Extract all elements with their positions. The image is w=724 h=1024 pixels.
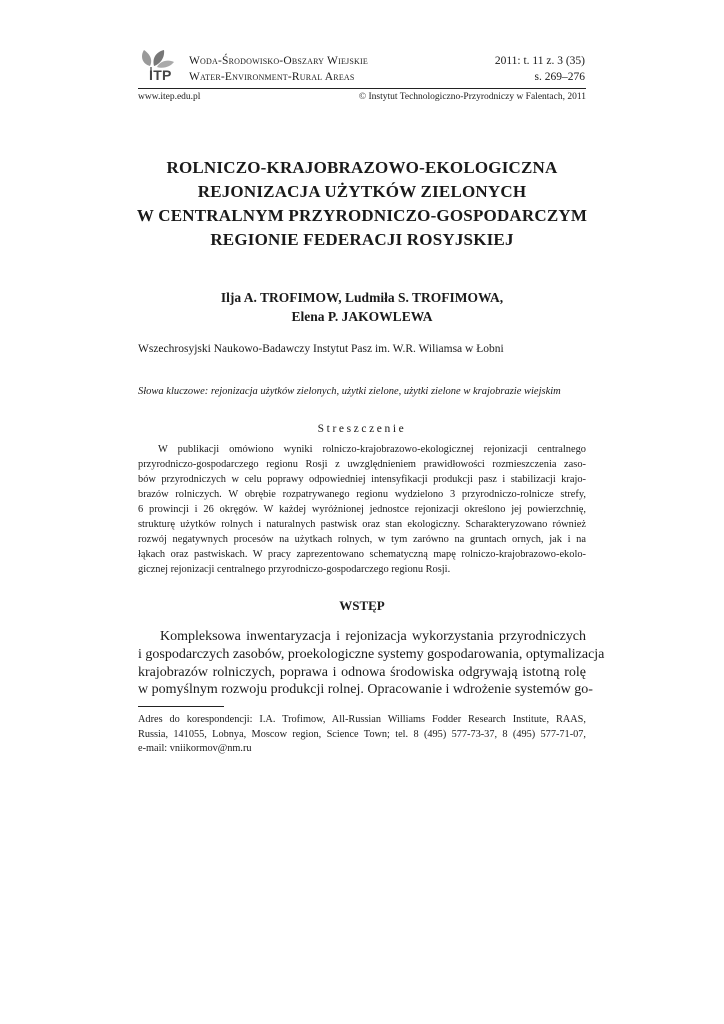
abstract-line: bów przyrodniczych w celu poprawy odpowiedniej intensyfikacji produkcji pasz i stabilizacji krajo- xyxy=(138,473,586,485)
footnote-line: e-mail: vniikormov@nm.ru xyxy=(138,743,252,754)
footnote-line: Adres do korespondencji: I.A. Trofimow, All-Russian Williams Fodder Research Institute, RAAS, xyxy=(138,714,586,725)
header-divider xyxy=(138,88,586,89)
logo-text: ITP xyxy=(149,67,172,83)
abstract-body xyxy=(138,443,586,578)
authors xyxy=(120,288,604,326)
title-line: REJONIZACJA UŻYTKÓW ZIELONYCH xyxy=(197,182,527,201)
body-line: krajobrazów rolniczych, poprawa i odnowa środowiska odgrywają istotną rolę xyxy=(138,664,586,680)
abstract-line: łąkach oraz pastwiskach. W pracy zaprezentowano schematyczną mapę rolniczo-krajobrazowo-ekolo- xyxy=(138,548,586,560)
title-line: ROLNICZO-KRAJOBRAZOWO-EKOLOGICZNA xyxy=(166,158,558,177)
body-line: w pomyślnym rozwoju produkcji rolnej. Opracowanie i wdrożenie systemów go- xyxy=(138,682,593,698)
affiliation: Wszechrosyjski Naukowo-Badawczy Instytut Pasz im. W.R. Wiliamsa w Łobni xyxy=(138,343,504,355)
abstract-line: brazów rolniczych. W obrębie rozpatrywanego regionu wydzielono 3 przyrodniczo-rolnicze strefy, xyxy=(138,488,586,500)
keywords: Słowa kluczowe: rejonizacja użytków zielonych, użytki zielone, użytki zielone w krajobrazie wiejskim xyxy=(138,386,561,397)
body-line: Kompleksowa inwentaryzacja i rejonizacja wykorzystania przyrodniczych xyxy=(160,629,586,644)
abstract-line: gicznej rejonizacji centralnego przyrodniczo-gospodarczego regionu Rosji. xyxy=(138,563,451,575)
section-body xyxy=(138,628,605,699)
page-range: s. 269–276 xyxy=(534,71,585,83)
volume-info: 2011: t. 11 z. 3 (35) xyxy=(494,55,585,67)
abstract-line: strukturę użytków rolnych i naturalnych pastwisk oraz stan ekologiczny. Scharakteryzowano również xyxy=(138,518,586,530)
website-link[interactable]: www.itep.edu.pl xyxy=(138,92,201,102)
copyright-notice: © Instytut Technologiczno-Przyrodniczy w Falentach, 2011 xyxy=(358,92,586,102)
abstract-line: 6 prowincji i 26 okręgów. W każdej wyróżnionej jednostce rejonizacji określono jej powierzchnię, xyxy=(138,503,586,515)
authors-line: Elena P. JAKOWLEWA xyxy=(291,309,433,324)
abstract-line: przyrodniczo-gospodarczego regionu Rosji z uwzględnieniem prawidłowości rozmieszczenia zaso- xyxy=(138,458,586,470)
footnote-divider xyxy=(138,706,224,707)
authors-line: Ilja A. TROFIMOW, Ludmiła S. TROFIMOWA, xyxy=(220,290,504,305)
journal-name-english: Water-Environment-Rural Areas xyxy=(189,71,355,83)
body-line: i gospodarczych zasobów, proekologiczne systemy gospodarowania, optymalizacja xyxy=(138,646,605,662)
footnote-line: Russia, 141055, Lobnya, Moscow region, Science Town; tel. 8 (495) 577-73-37, 8 (495) 577-71-07, xyxy=(138,728,586,740)
title-line: REGIONIE FEDERACJI ROSYJSKIEJ xyxy=(210,230,514,249)
article-title xyxy=(120,156,604,252)
section-heading: WSTĘP xyxy=(339,598,385,613)
abstract-line: rozwój negatywnych procesów na użytkach rolnych, w tym zarówno na gruntach ornych, jak i na xyxy=(138,533,586,545)
abstract-line: W publikacji omówiono wyniki rolniczo-krajobrazowo-ekologicznej rejonizacji centralnego xyxy=(158,444,586,455)
journal-name-polish: Woda-Środowisko-Obszary Wiejskie xyxy=(189,55,368,67)
correspondence-footnote xyxy=(138,713,586,757)
abstract-heading: Streszczenie xyxy=(317,423,407,435)
title-line: W CENTRALNYM PRZYRODNICZO-GOSPODARCZYM xyxy=(136,206,588,225)
